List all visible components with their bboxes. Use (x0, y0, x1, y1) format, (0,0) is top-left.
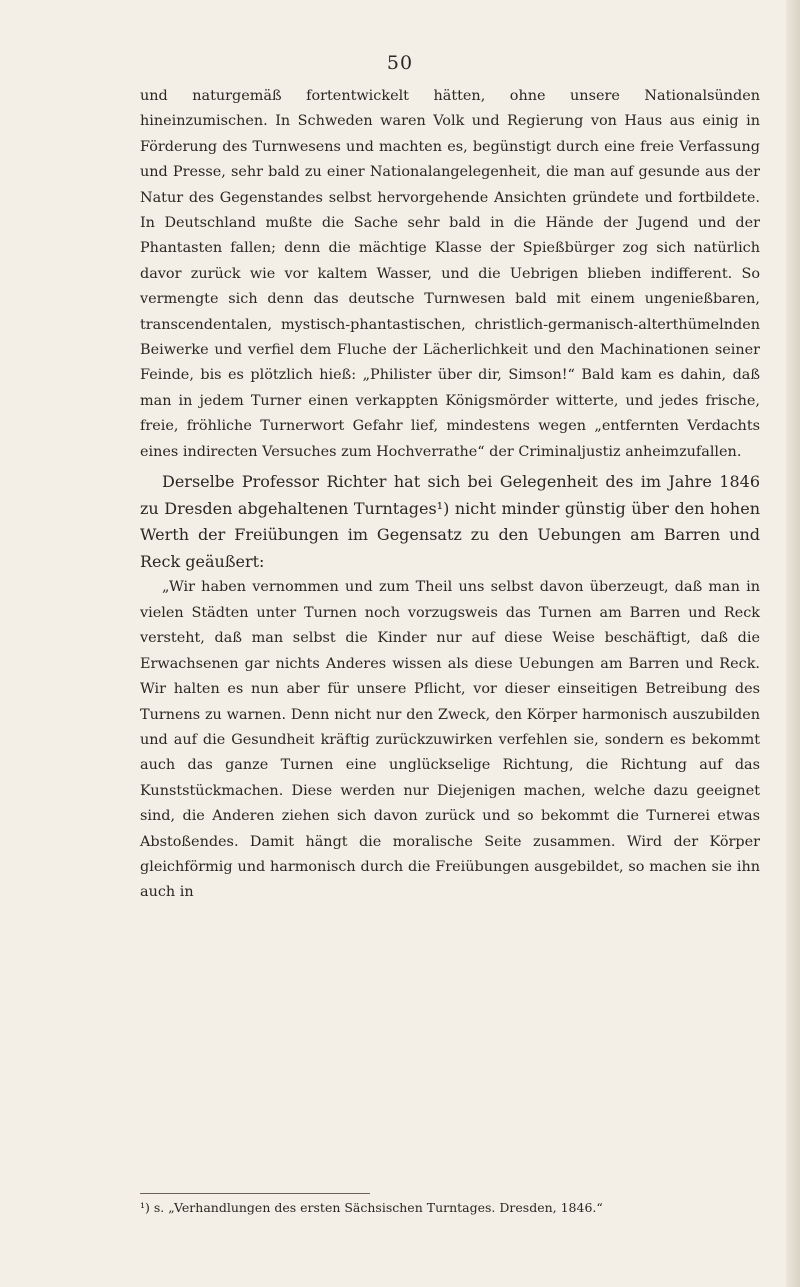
page-edge (786, 0, 800, 1287)
paragraph-2: Derselbe Professor Richter hat sich bei Gelegenheit des im Jahre 1846 zu Dresden abgehaltenen Turntages¹) nicht minder günstig über den hohen Werth der Freiübungen im Gegensatz zu den Uebungen am Barren und Reck geäußert: (140, 472, 760, 571)
text-body (140, 84, 760, 906)
page-number: 50 (386, 52, 414, 74)
paragraph-1: und naturgemäß fortentwickelt hätten, ohne unsere Nationalsünden hineinzumischen. In Schweden waren Volk und Regierung von Haus aus einig in Förderung des Turnwesens und machten es, begünstigt durch eine freie Verfassung und Presse, sehr bald zu einer Nationalangelegenheit, die man auf gesunde aus der Natur des Gegenstandes selbst hervorgehende Ansichten gründete und fortbildete. In Deutschland mußte die Sache sehr bald in die Hände der Jugend und der Phantasten fallen; denn die mächtige Klasse der Spießbürger zog sich natürlich davor zurück wie vor kaltem Wasser, und die Uebrigen blieben indifferent. So vermengte sich denn das deutsche Turnwesen bald mit einem ungenießbaren, transcendentalen, mystisch-phantastischen, christlich-germanisch-alterthümelnden Beiwerke und verfiel dem Fluche der Lächerlichkeit und den Machinationen seiner Feinde, bis es plötzlich hieß: „Philister über dir, Simson!“ Bald kam es dahin, daß man in jedem Turner einen verkappten Königsmörder witterte, und jedes frische, freie, fröhliche Turnerwort Gefahr lief, mindestens wegen „entfernten Verdachts eines indirecten Versuches zum Hochverrathe“ der Criminaljustiz anheimzufallen. (140, 88, 760, 460)
footnote: ¹) s. „Verhandlungen des ersten Sächsischen Turntages. Dresden, 1846.“ (140, 1200, 603, 1215)
paragraph-3-quote: „Wir haben vernommen und zum Theil uns selbst davon überzeugt, daß man in vielen Städten unter Turnen noch vorzugsweis das Turnen am Barren und Reck versteht, daß man selbst die Kinder nur auf diese Weise beschäftigt, daß die Erwachsenen gar nichts Anderes wissen als diese Uebungen am Barren und Reck. Wir halten es nun aber für unsere Pflicht, vor dieser einseitigen Betreibung des Turnens zu warnen. Denn nicht nur den Zweck, den Körper harmonisch auszubilden und auf die Gesundheit kräftig zurückzuwirken verfehlen sie, sondern es bekommt auch das ganze Turnen eine unglückselige Richtung, die Richtung auf das Kunststückmachen. Diese werden nur Diejenigen machen, welche dazu geeignet sind, die Anderen ziehen sich davon zurück und so bekommt die Turnerei etwas Abstoßendes. Damit hängt die moralische Seite zusammen. Wird der Körper gleichförmig und harmonisch durch die Freiübungen ausgebildet, so machen sie ihn auch in (140, 579, 760, 901)
footnote-divider (140, 1193, 370, 1194)
